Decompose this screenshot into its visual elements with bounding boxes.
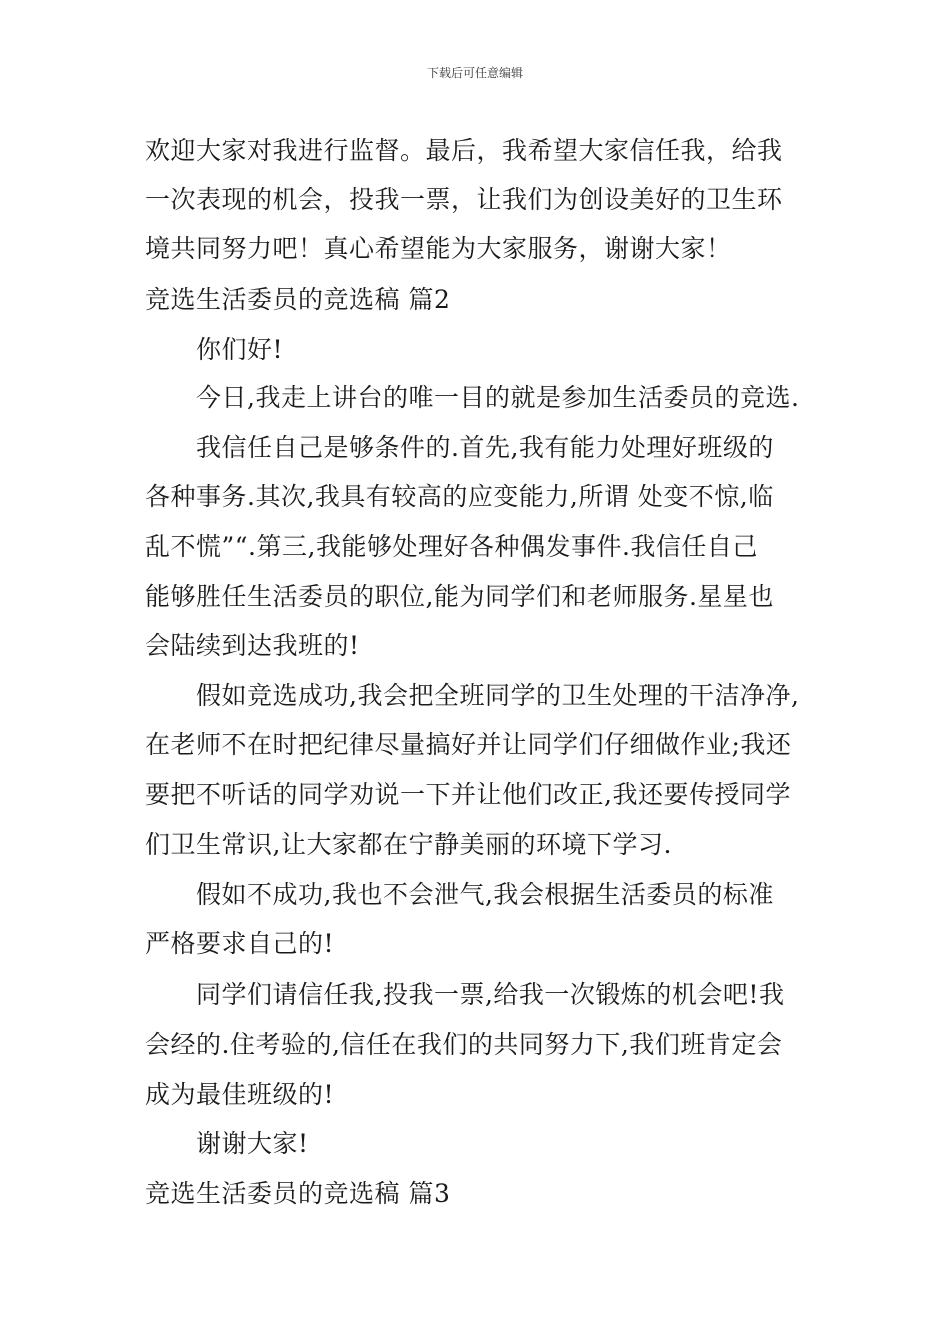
- section-title: 竞选生活委员的竞选稿 篇3: [145, 1179, 451, 1208]
- closing: 谢谢大家!: [196, 1129, 309, 1158]
- section-title: 竞选生活委员的竞选稿 篇2: [145, 285, 451, 314]
- text-line: 在老师不在时把纪律尽量搞好并让同学们仔细做作业;我还: [145, 730, 792, 759]
- greeting: 你们好!: [196, 335, 284, 364]
- text-line: 要把不听话的同学劝说一下并让他们改正,我还要传授同学: [145, 780, 791, 809]
- text-line: 能够胜任生活委员的职位,能为同学们和老师服务.星星也: [145, 582, 774, 611]
- text-line: 各种事务.其次,我具有较高的应变能力,所谓 处变不惊,临: [145, 482, 774, 511]
- text-line: 假如不成功,我也不会泄气,我会根据生活委员的标准: [196, 880, 774, 909]
- text-line: 会陆续到达我班的!: [145, 631, 360, 660]
- header-note: 下载后可任意编辑: [426, 66, 523, 80]
- text-line: 我信任自己是够条件的.首先,我有能力处理好班级的: [196, 433, 774, 462]
- text-line: 欢迎大家对我进行监督。最后，我希望大家信任我，给我: [145, 136, 783, 165]
- text-line: 今日,我走上讲台的唯一目的就是参加生活委员的竞选.: [196, 383, 800, 412]
- text-line: 们卫生常识,让大家都在宁静美丽的环境下学习.: [145, 830, 672, 859]
- text-line: 严格要求自己的!: [145, 929, 335, 958]
- text-line: 假如竞选成功,我会把全班同学的卫生处理的干洁净净,: [196, 681, 800, 710]
- text-line: 会经的.住考验的,信任在我们的共同努力下,我们班肯定会: [145, 1030, 783, 1059]
- text-line: 成为最佳班级的!: [145, 1080, 335, 1109]
- text-line: 乱不慌”“.第三,我能够处理好各种偶发事件.我信任自己: [145, 532, 758, 561]
- text-line: 一次表现的机会，投我一票，让我们为创设美好的卫生环: [145, 185, 783, 214]
- text-line: 境共同努力吧！真心希望能为大家服务，谢谢大家！: [145, 234, 732, 263]
- text-line: 同学们请信任我,投我一票,给我一次锻炼的机会吧!我: [196, 980, 785, 1009]
